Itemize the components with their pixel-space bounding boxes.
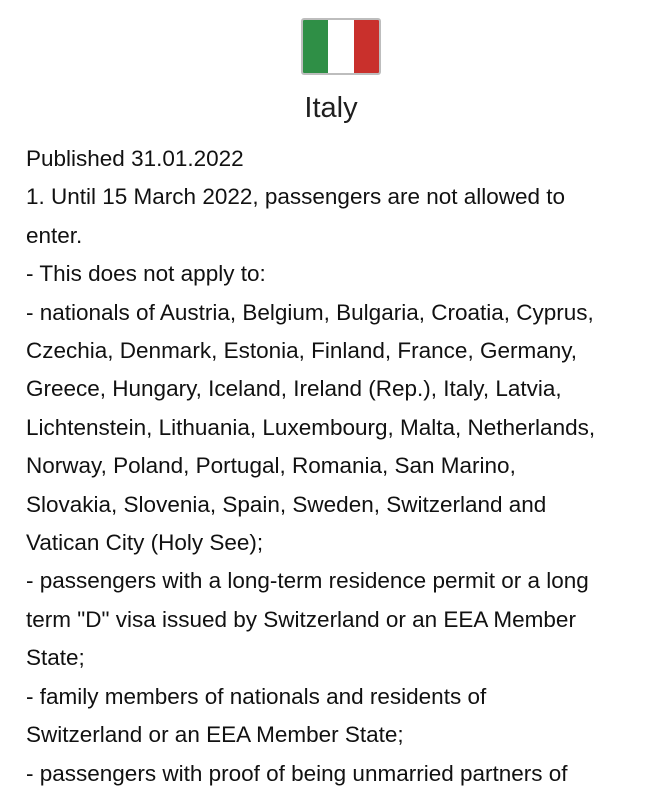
flag-band-red xyxy=(354,20,379,73)
text-line: - nationals of Austria, Belgium, Bulgaria, Croatia, Cyprus, xyxy=(26,299,594,325)
text-line: Switzerland or an EEA Member State; xyxy=(26,722,404,748)
flag-band-green xyxy=(303,20,328,73)
text-line: Slovakia, Slovenia, Spain, Sweden, Switzerland and xyxy=(26,491,547,517)
flag-band-white xyxy=(328,20,353,73)
text-line: term "D" visa issued by Switzerland or an EEA Member xyxy=(26,606,576,632)
travel-restrictions-text xyxy=(26,140,651,793)
text-line: State; xyxy=(26,645,85,671)
text-line: 1. Until 15 March 2022, passengers are not allowed to xyxy=(26,184,566,210)
text-line: Czechia, Denmark, Estonia, Finland, France, Germany, xyxy=(26,338,578,364)
text-line: Vatican City (Holy See); xyxy=(26,530,264,556)
text-line: - passengers with a long-term residence permit or a long xyxy=(26,568,589,594)
text-line: Greece, Hungary, Iceland, Ireland (Rep.), Italy, Latvia, xyxy=(26,376,562,402)
text-line: - This does not apply to: xyxy=(26,261,266,287)
published-date: Published 31.01.2022 xyxy=(26,146,244,171)
text-line: - family members of nationals and residents of xyxy=(26,683,487,709)
italy-flag-icon xyxy=(301,18,381,75)
text-line: Lichtenstein, Lithuania, Luxembourg, Malta, Netherlands, xyxy=(26,414,596,440)
text-line: Norway, Poland, Portugal, Romania, San Marino, xyxy=(26,453,516,479)
text-line: - passengers with proof of being unmarried partners of xyxy=(26,760,568,786)
country-title: Italy xyxy=(304,92,358,124)
text-line: enter. xyxy=(26,222,83,248)
